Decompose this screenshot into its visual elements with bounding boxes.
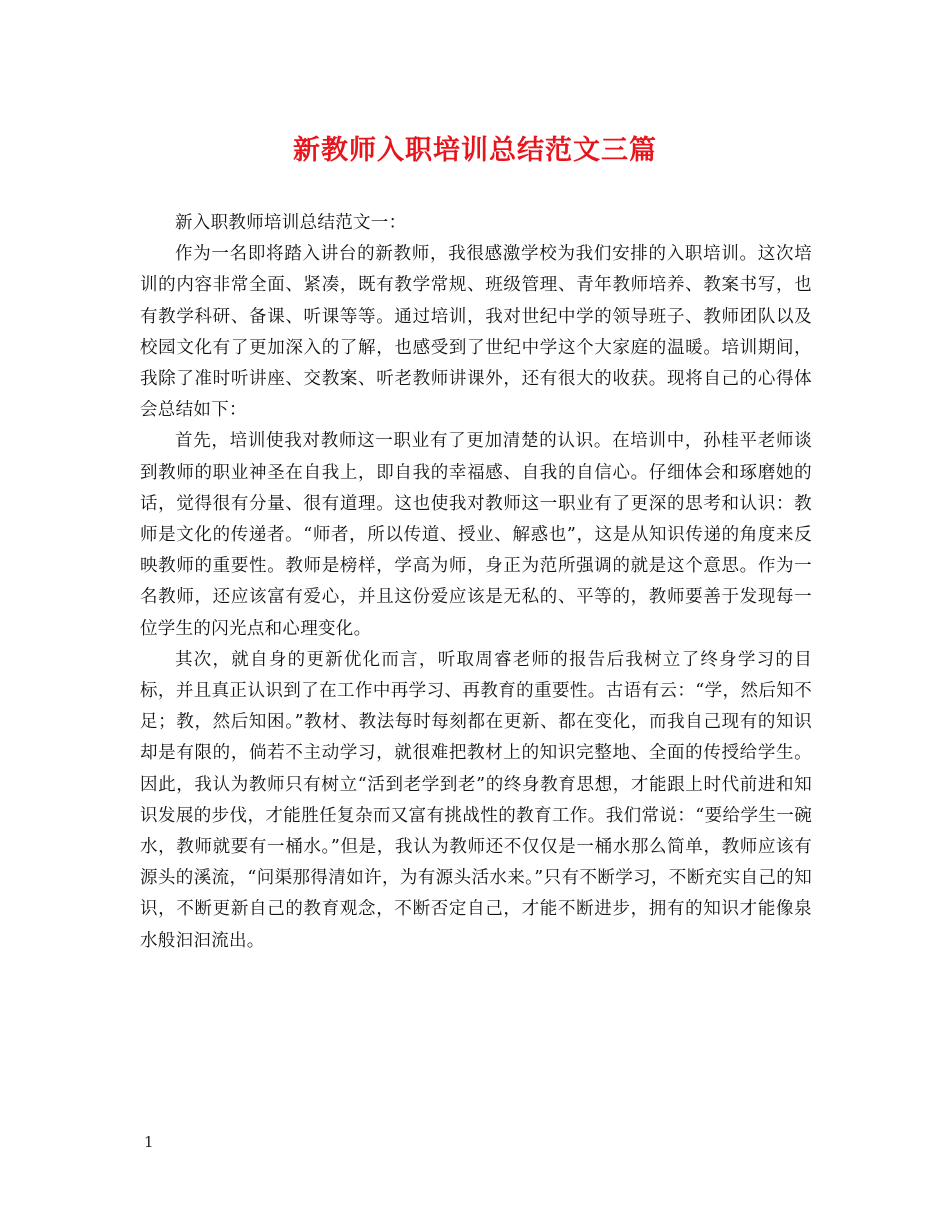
paragraph-intro: 作为一名即将踏入讲台的新教师，我很感激学校为我们安排的入职培训。这次培训的内容非常全面、紧凑，既有教学常规、班级管理、青年教师培养、教案书写，也有教学科研、备课、听课等等。通过培训，我对世纪中学的领导班子、教师团队以及校园文化有了更加深入的了解，也感受到了世纪中学这个大家庭的温暖。培训期间，我除了准时听讲座、交教案、听老教师讲课外，还有很大的收获。现将自己的心得体会总结如下：: [140, 244, 812, 421]
document-body: [140, 208, 812, 957]
section-heading: 新入职教师培训总结范文一：: [175, 213, 407, 233]
paragraph-second-point: 其次，就自身的更新优化而言，听取周睿老师的报告后我树立了终身学习的目标，并且真正认识到了在工作中再学习、再教育的重要性。古语有云：“学，然后知不足；教，然后知困。”教材、教法每时每刻都在更新、都在变化，而我自己现有的知识却是有限的，倘若不主动学习，就很难把教材上的知识完整地、全面的传授给学生。因此，我认为教师只有树立“活到老学到老”的终身教育思想，才能跟上时代前进和知识发展的步伐，才能胜任复杂而又富有挑战性的教育工作。我们常说：“要给学生一碗水，教师就要有一桶水。”但是，我认为教师还不仅仅是一桶水那么简单，教师应该有源头的溪流，“问渠那得清如许，为有源头活水来。”只有不断学习，不断充实自己的知识，不断更新自己的教育观念，不断否定自己，才能不断进步，拥有的知识才能像泉水般汩汩流出。: [140, 649, 812, 951]
page-title: 新教师入职培训总结范文三篇: [293, 135, 657, 166]
page-number: 1: [144, 1133, 154, 1151]
paragraph-first-point: 首先，培训使我对教师这一职业有了更加清楚的认识。在培训中，孙桂平老师谈到教师的职业神圣在自我上，即自我的幸福感、自我的自信心。仔细体会和琢磨她的话，觉得很有分量、很有道理。这也使我对教师这一职业有了更深的思考和认识：教师是文化的传递者。“师者，所以传道、授业、解惑也”，这是从知识传递的角度来反映教师的重要性。教师是榜样，学高为师，身正为范所强调的就是这个意思。作为一名教师，还应该富有爱心，并且这份爱应该是无私的、平等的，教师要善于发现每一位学生的闪光点和心理变化。: [140, 431, 812, 639]
